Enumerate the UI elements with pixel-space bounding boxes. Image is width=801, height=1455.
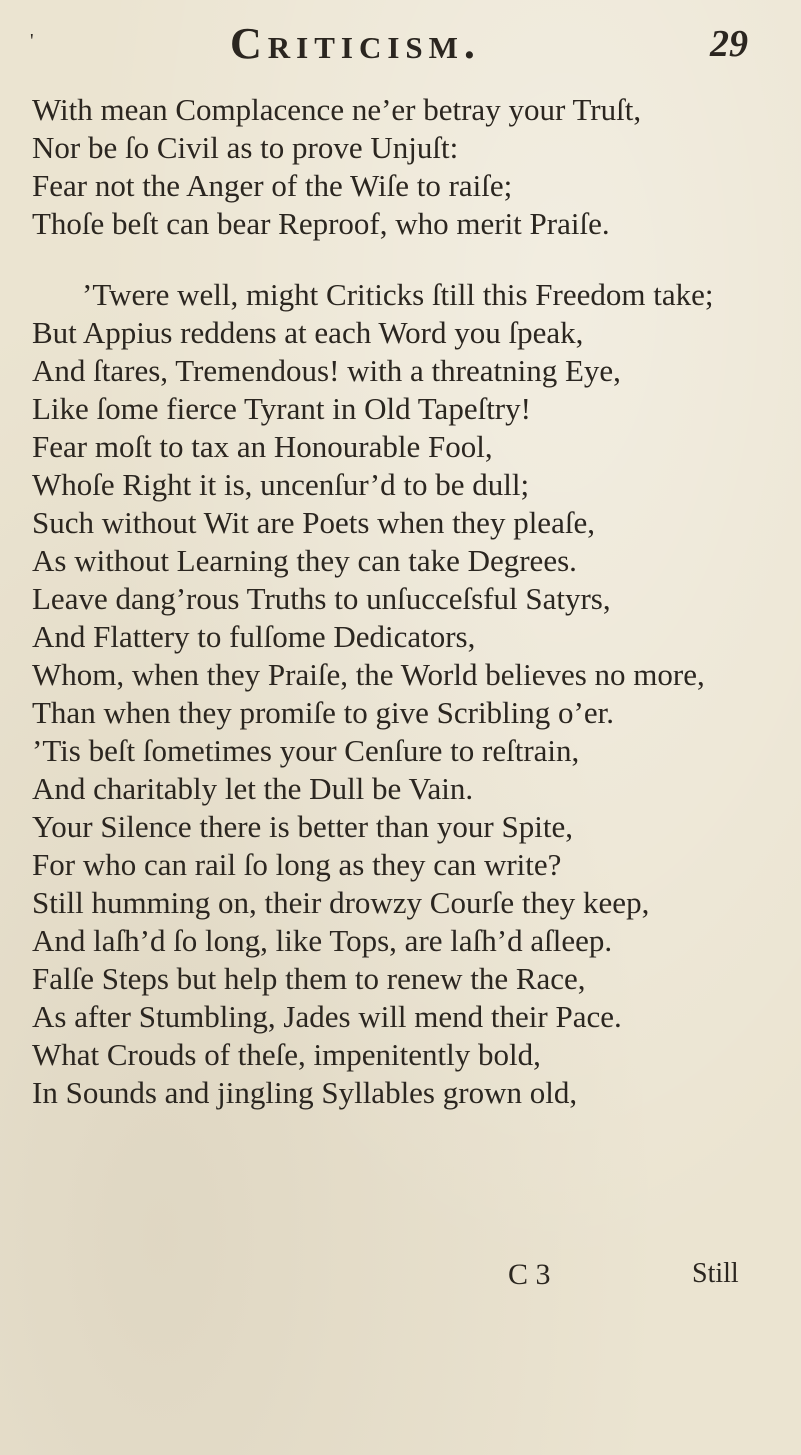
verse-line: ’Tis beſt ſometimes your Cenſure to reſtrain, [32, 733, 580, 768]
verse-line: And charitably let the Dull be Vain. [32, 771, 474, 806]
running-head [0, 12, 801, 72]
page-footer [0, 1250, 801, 1310]
verse-line: Leave dang’rous Truths to unſucceſsful Satyrs, [32, 581, 611, 616]
verse-line: But Appius reddens at each Word you ſpeak, [32, 315, 584, 350]
verse-line: Thoſe beſt can bear Reproof, who merit Praiſe. [32, 206, 610, 241]
verse-line: Whoſe Right it is, uncenſur’d to be dull; [32, 467, 530, 502]
signature-mark: C 3 [508, 1258, 551, 1291]
verse-line: What Crouds of theſe, impenitently bold, [32, 1037, 541, 1072]
page-title: Criticism. [230, 19, 481, 68]
verse-line: With mean Complacence ne’er betray your Truſt, [32, 92, 642, 127]
verse-line: Still humming on, their drowzy Courſe they keep, [32, 885, 650, 920]
verse-line: Nor be ſo Civil as to prove Unjuſt: [32, 130, 459, 165]
verse-line: Whom, when they Praiſe, the World believes no more, [32, 657, 705, 692]
verse-line: As without Learning they can take Degrees. [32, 543, 577, 578]
verse-line: Such without Wit are Poets when they pleaſe, [32, 505, 595, 540]
verse-line: ’Twere well, might Criticks ſtill this Freedom take; [82, 277, 714, 312]
verse-line: And ſtares, Tremendous! with a threatning Eye, [32, 353, 621, 388]
verse-line: For who can rail ſo long as they can write? [32, 847, 562, 882]
verse-line: And Flattery to fulſome Dedicators, [32, 619, 476, 654]
verse-line: Like ſome fierce Tyrant in Old Tapeſtry! [32, 391, 531, 426]
verse-line: As after Stumbling, Jades will mend their Pace. [32, 999, 622, 1034]
verse-line: Fear not the Anger of the Wiſe to raiſe; [32, 168, 513, 203]
verse-line: In Sounds and jingling Syllables grown old, [32, 1075, 578, 1110]
header-mark: ' [30, 30, 34, 52]
verse-line: And laſh’d ſo long, like Tops, are laſh’d aſleep. [32, 923, 613, 958]
verse-line: Falſe Steps but help them to renew the Race, [32, 961, 586, 996]
verse-line: Fear moſt to tax an Honourable Fool, [32, 429, 493, 464]
catchword: Still [692, 1258, 739, 1289]
verse-line: Than when they promiſe to give Scribling o’er. [32, 695, 614, 730]
verse-line: Your Silence there is better than your Spite, [32, 809, 573, 844]
page-number: 29 [710, 23, 748, 65]
